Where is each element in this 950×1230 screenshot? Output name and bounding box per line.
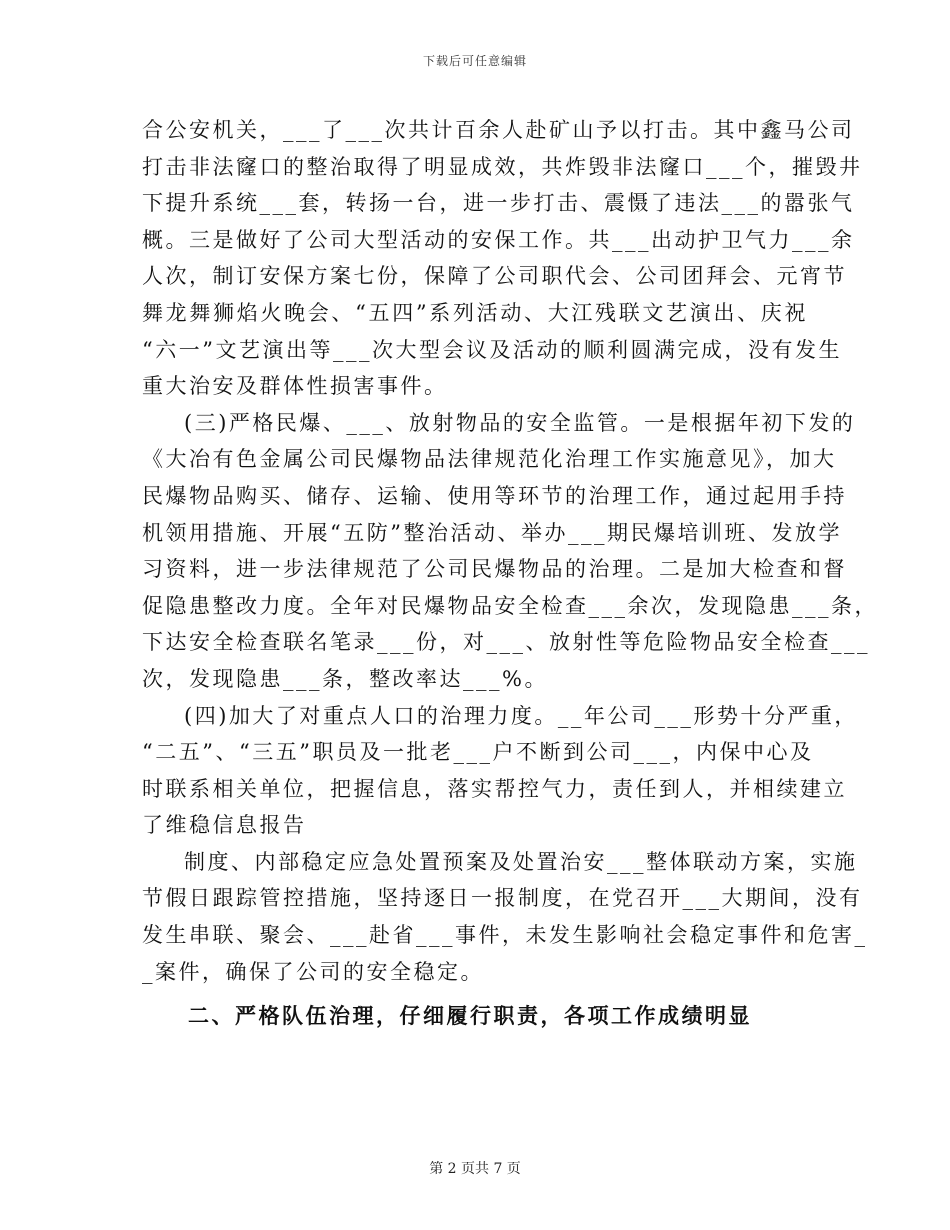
text-line: 制度、内部稳定应急处置预案及处置治安___整体联动方案，实施 xyxy=(184,849,858,874)
paragraph-2 xyxy=(142,405,878,698)
text-line: 下达安全检查联名笔录___份，对___、放射性等危险物品安全检查___ xyxy=(142,630,870,655)
text-line: 合公安机关，___了___次共计百余人赴矿山予以打击。其中鑫马公司 xyxy=(142,118,855,142)
section-heading: 二、严格队伍治理，仔细履行职责，各项工作成绩明显 xyxy=(188,1003,752,1029)
text-line: 《大冶有色金属公司民爆物品法律规范化治理工作实施意见》，加大 xyxy=(142,447,837,472)
text-line: (四)加大了对重点人口的治理力度。__年公司___形势十分严重， xyxy=(184,703,858,728)
text-line: 次，发现隐患___条，整改率达___%。 xyxy=(142,666,548,691)
text-line: (三)严格民爆、___、放射物品的安全监管。一是根据年初下发的 xyxy=(184,410,856,435)
text-line: “二五”、“三五”职员及一批老___户不断到公司___，内保中心及 xyxy=(142,740,814,765)
text-line: 人次，制订安保方案七份，保障了公司职代会、公司团拜会、元宵节 xyxy=(142,264,847,289)
page-header: 下载后可任意编辑 xyxy=(422,54,527,68)
paragraph-1 xyxy=(142,112,863,405)
text-line: 重大治安及群体性损害事件。 xyxy=(142,374,448,399)
text-line: 节假日跟踪管控措施，坚持逐日一报制度，在党召开___大期间，没有 xyxy=(142,886,863,911)
paragraph-3 xyxy=(142,698,858,844)
paragraph-4 xyxy=(142,844,868,990)
text-line: 机领用措施、开展“五防”整治活动、举办___期民爆培训班、发放学 xyxy=(142,520,842,545)
text-line: 了维稳信息报告 xyxy=(142,813,307,838)
text-line: 舞龙舞狮焰火晚会、“五四”系列活动、大江残联文艺演出、庆祝 xyxy=(142,300,808,325)
text-line: _案件，确保了公司的安全稳定。 xyxy=(142,959,484,984)
document-body xyxy=(142,112,878,1035)
text-line: 习资料，进一步法律规范了公司民爆物品的治理。二是加大检查和督 xyxy=(142,557,847,582)
text-line: 促隐患整改力度。全年对民爆物品安全检查___余次，发现隐患___条， xyxy=(142,593,878,618)
page-number: 第 2 页共 7 页 xyxy=(429,1161,521,1177)
text-line: 概。三是做好了公司大型活动的安保工作。共___出动护卫气力___余 xyxy=(142,227,855,252)
text-line: 发生串联、聚会、___赴省___事件，未发生影响社会稳定事件和危害_ xyxy=(142,923,868,948)
text-line: 打击非法窿口的整治取得了明显成效，共炸毁非法窿口___个，摧毁井 xyxy=(142,154,863,179)
text-line: 民爆物品购买、储存、运输、使用等环节的治理工作，通过起用手持 xyxy=(142,483,847,508)
text-line: “六一”文艺演出等___次大型会议及活动的顺利圆满完成，没有发生 xyxy=(142,337,842,362)
text-line: 时联系相关单位，把握信息，落实帮控气力，责任到人，并相续建立 xyxy=(142,776,847,801)
text-line: 下提升系统___套，转扬一台，进一步打击、震慑了违法___的嚣张气 xyxy=(142,191,855,216)
